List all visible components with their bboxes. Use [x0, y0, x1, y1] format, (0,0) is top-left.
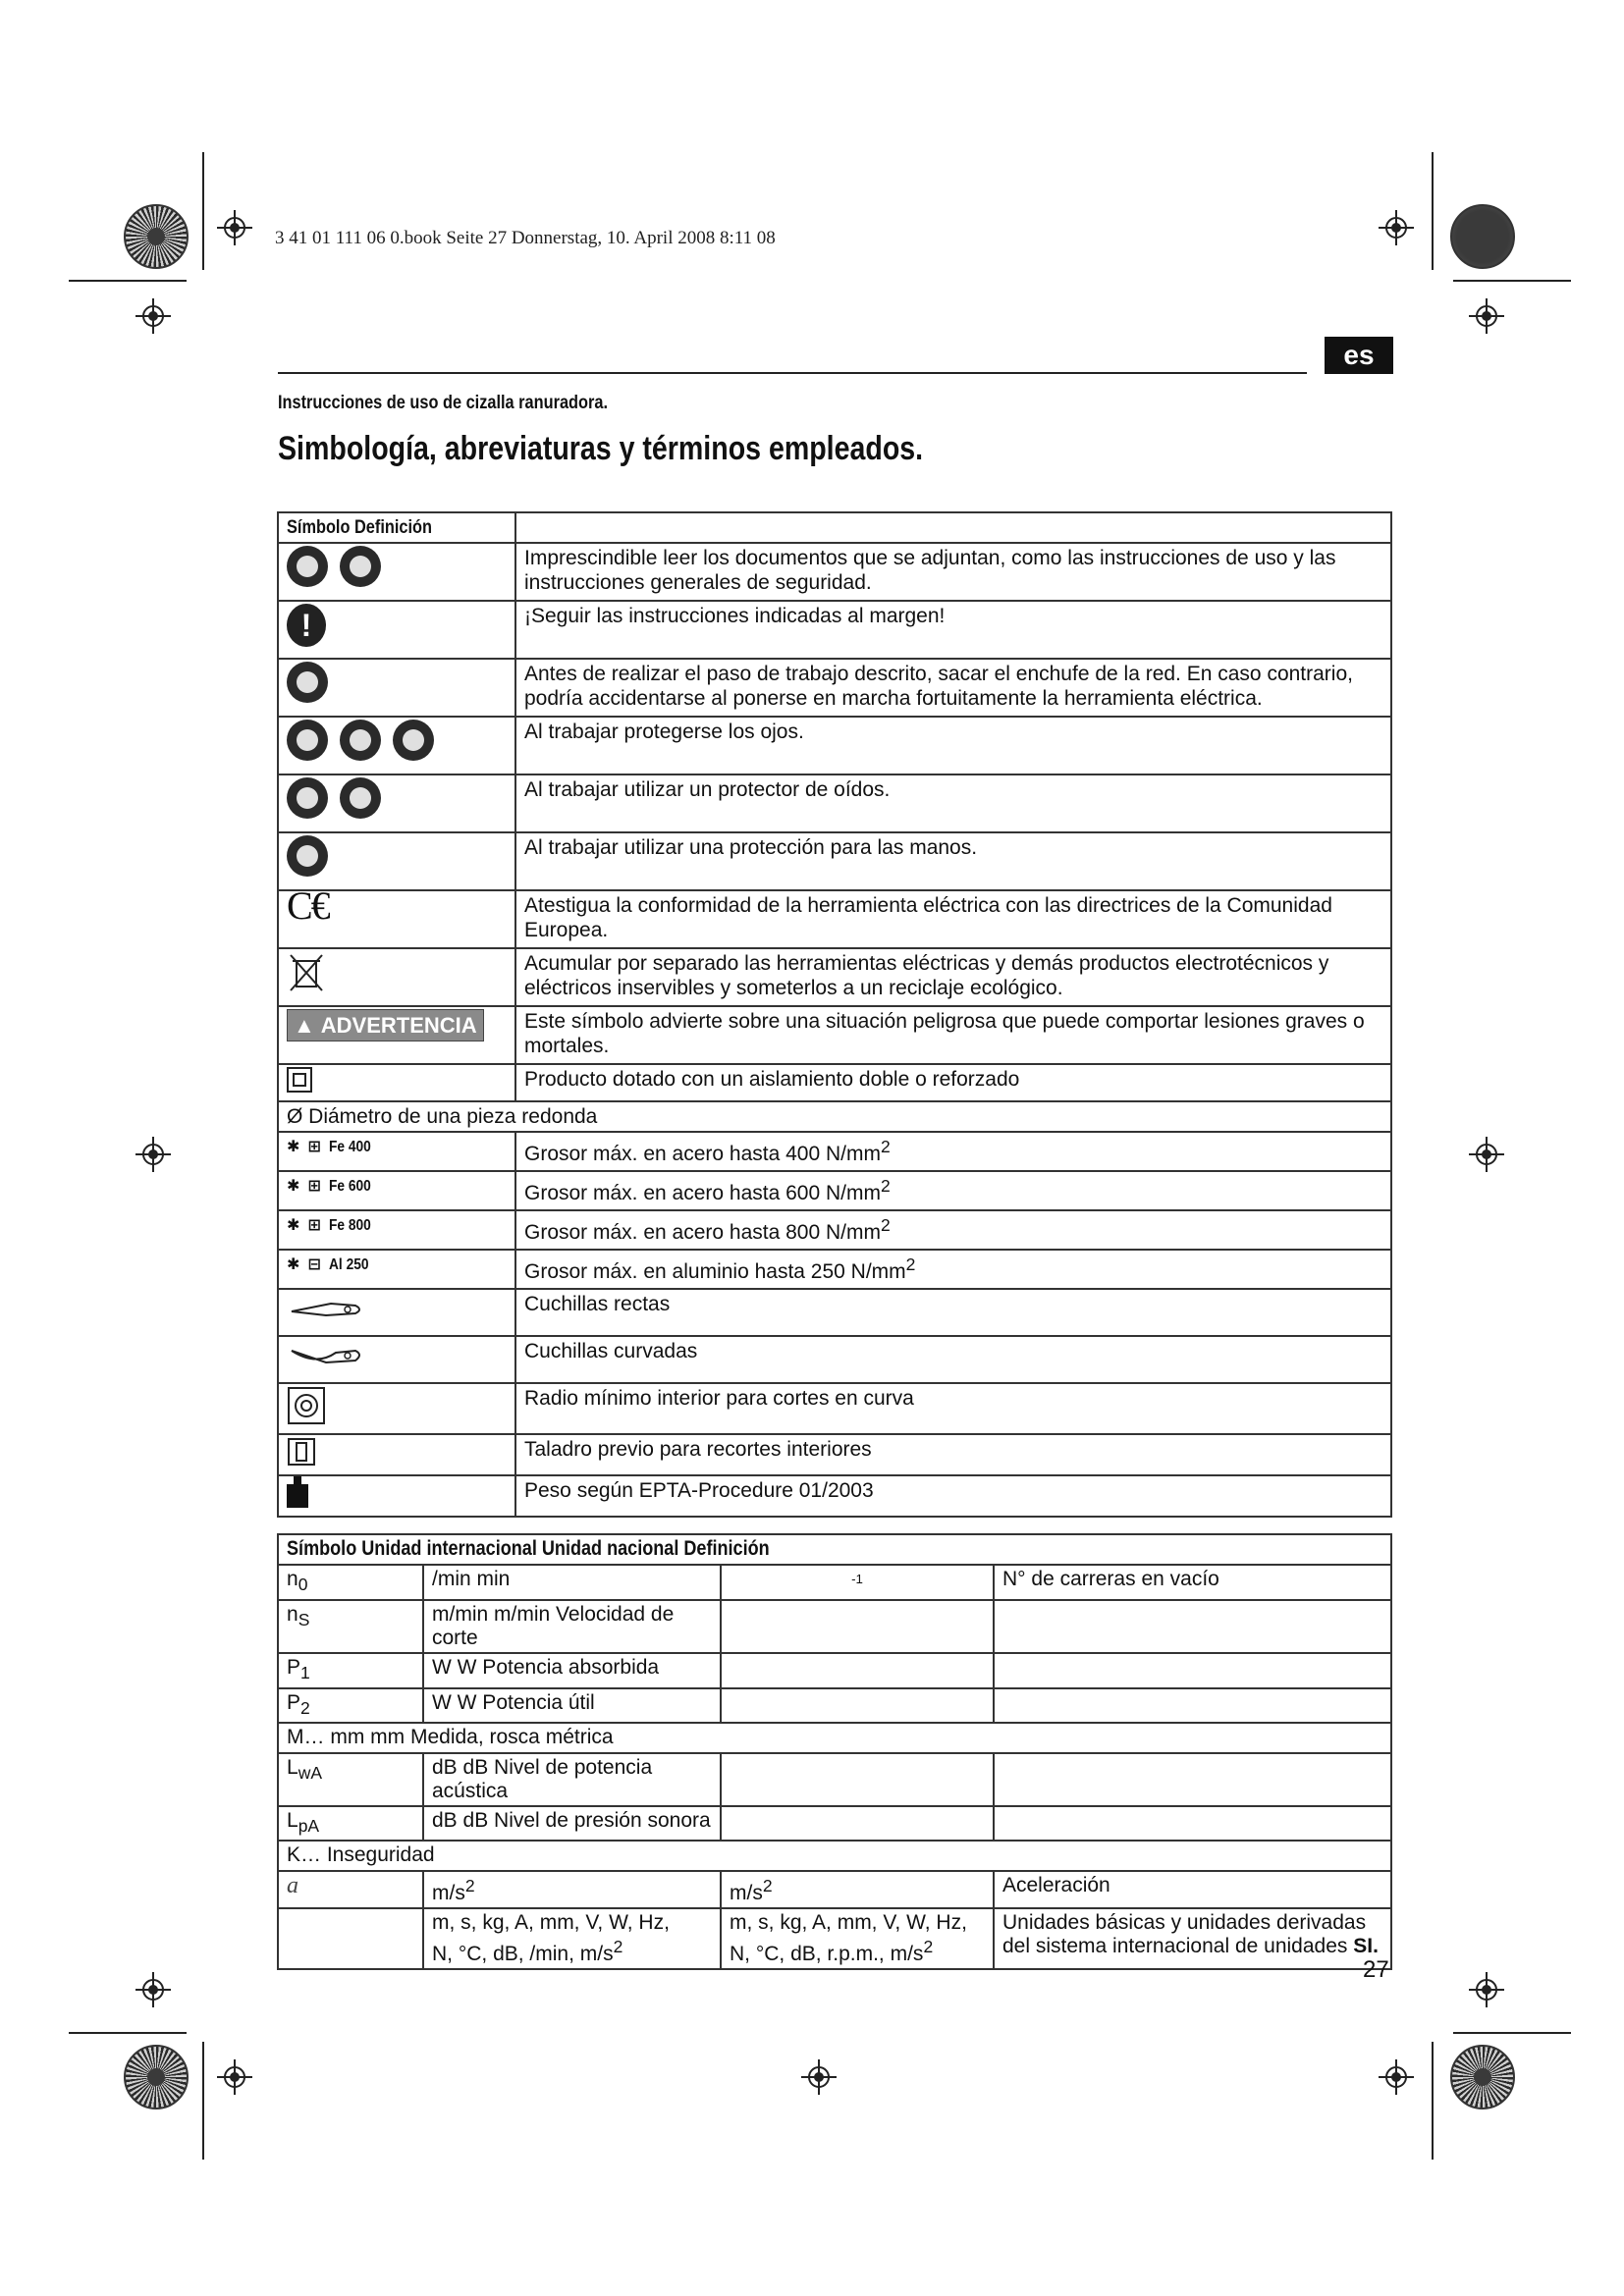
table-cell: $n_S$ — [278, 1600, 423, 1653]
ear-protection-icon — [287, 777, 328, 819]
pre-drill-icon — [287, 1437, 316, 1467]
language-badge: es — [1325, 337, 1393, 374]
registration-rosette-top-right — [1450, 204, 1515, 269]
earmuffs-icon — [340, 777, 381, 819]
warning-triangle-icon: ▲ — [294, 1013, 315, 1038]
book-icon — [340, 546, 381, 587]
table-row: Grosor máx. en acero hasta 400 $N/mm^2$ — [515, 1132, 1391, 1171]
crop-mark — [1453, 2032, 1571, 2034]
crop-mark — [69, 2032, 187, 2034]
steel-icon: ⊞ — [307, 1217, 321, 1234]
table-row: Al trabajar protegerse los ojos. — [515, 717, 1391, 774]
table-cell: $P_1$ — [278, 1653, 423, 1687]
table-cell: W W Potencia útil — [423, 1688, 721, 1723]
exclamation-icon: ! — [287, 604, 326, 647]
crosshair-icon — [217, 210, 252, 245]
table-cell: $m/s^2$ — [423, 1871, 721, 1908]
thickness-icon: ✱ — [287, 1178, 300, 1195]
table-cell: m, s, kg, A, mm, V, W, Hz, N, °C, dB, /min, $m/s^2$ — [423, 1908, 721, 1969]
crosshair-icon — [1469, 1137, 1504, 1172]
table-row: Al trabajar utilizar un protector de oídos. — [515, 774, 1391, 832]
crosshair-icon — [135, 298, 171, 334]
thickness-icon: ✱ — [287, 1139, 300, 1155]
table-header: Símbolo Definición — [278, 512, 515, 543]
table-row: Este símbolo advierte sobre una situación peligrosa que puede comportar lesiones graves o mortales. — [515, 1006, 1391, 1064]
page-number: 27 — [1363, 1956, 1389, 1983]
curve-radius-icon — [287, 1386, 326, 1425]
table-cell: N° de carreras en vacío — [994, 1565, 1391, 1600]
table-cell: m, s, kg, A, mm, V, W, Hz, N, °C, dB, r.p.m., $m/s^2$ — [721, 1908, 994, 1969]
registration-rosette-top-left — [124, 204, 189, 269]
table-row: ¡Seguir las instrucciones indicadas al margen! — [515, 601, 1391, 659]
units-table — [277, 1533, 1392, 1970]
table-cell: dB dB Nivel de potencia acústica — [423, 1753, 721, 1806]
table-cell: Unidades básicas y unidades derivadas del sistema internacional de unidades SI. — [994, 1908, 1391, 1969]
crop-mark — [1453, 280, 1571, 282]
crop-mark — [69, 280, 187, 282]
table-row: Radio mínimo interior para cortes en curva — [515, 1383, 1391, 1434]
crosshair-icon — [1469, 298, 1504, 334]
page-title: Simbología, abreviaturas y términos empleados. — [278, 430, 924, 467]
table-row: Peso según EPTA-Procedure 01/2003 — [515, 1475, 1391, 1517]
read-manual-icon — [287, 546, 328, 587]
table-row: Imprescindible leer los documentos que se adjuntan, como las instrucciones de uso y las instrucciones generales de seguridad. — [515, 543, 1391, 601]
crop-mark — [1432, 152, 1434, 270]
table-cell: dB dB Nivel de presión sonora — [423, 1806, 721, 1841]
table-cell: M… mm mm Medida, rosca métrica — [278, 1723, 1391, 1753]
straight-blade-icon — [287, 1292, 365, 1321]
unplug-icon — [287, 662, 328, 703]
aluminium-icon: ⊟ — [307, 1256, 321, 1273]
table-cell: Aceleración — [994, 1871, 1391, 1908]
goggles-icon — [393, 720, 434, 761]
table-row: Acumular por separado las herramientas eléctricas y demás productos electrotécnicos y eléctricos inservibles y someterlos a un reciclaje ecológico. — [515, 948, 1391, 1006]
table-row: Ø Diámetro de una pieza redonda — [278, 1101, 1391, 1132]
table-row: Cuchillas rectas — [515, 1289, 1391, 1336]
table-header: Símbolo Unidad internacional Unidad nacional Definición — [278, 1534, 1391, 1565]
thickness-icon: ✱ — [287, 1256, 300, 1273]
steel-icon: ⊞ — [307, 1178, 321, 1195]
curved-blade-icon — [287, 1339, 365, 1368]
crosshair-icon — [1379, 210, 1414, 245]
table-cell: $L_{pA}$ — [278, 1806, 423, 1841]
table-row: Grosor máx. en acero hasta 800 $N/mm^2$ — [515, 1210, 1391, 1250]
crosshair-icon — [135, 1972, 171, 2007]
table-row: Antes de realizar el paso de trabajo descrito, sacar el enchufe de la red. En caso contrario, podría accidentarse al ponerse en marcha fortuitamente la herramienta eléctrica. — [515, 659, 1391, 717]
table-cell: K… Inseguridad — [278, 1841, 1391, 1871]
steel-icon: ⊞ — [307, 1139, 321, 1155]
crosshair-icon — [1469, 1972, 1504, 2007]
table-row: Producto dotado con un aislamiento doble o reforzado — [515, 1064, 1391, 1101]
crosshair-icon — [135, 1137, 171, 1172]
document-subtitle: Instrucciones de uso de cizalla ranuradora. — [278, 393, 608, 413]
glove-icon — [287, 835, 328, 877]
registration-rosette-bottom-right — [1450, 2045, 1515, 2109]
book-info: 3 41 01 111 06 0.book Seite 27 Donnerstag, 10. April 2008 8:11 08 — [275, 228, 776, 248]
table-cell: m/min m/min Velocidad de corte — [423, 1600, 721, 1653]
table-row: Taladro previo para recortes interiores — [515, 1434, 1391, 1475]
header-rule — [278, 372, 1307, 374]
table-cell: W W Potencia absorbida — [423, 1653, 721, 1687]
symbols-table: Símbolo Definición Imprescindible leer los documentos que se adjuntan, como las instrucciones de uso y las instrucciones generales de seguridad. ! ¡Seguir las instrucciones indicadas al margen! Antes de realizar el paso de trabajo descrito, sacar el enchufe de la red. En caso contrario, podría accidentarse al ponerse en marcha fortuitamente la herramienta eléctrica. Al trabajar protegerse los ojos. Al trabajar utilizar un protector de oídos. Al trabajar utilizar una protección para las manos. C€ Atestigua la conformidad de la herramienta eléctrica con las directrices de la Comunidad Europea. Acumular por separado las herramientas eléctricas y demás productos electrotécnicos y eléctricos inservibles y someterlos a un reciclaje ecológico. ▲ ADVERTENCIA Este símbolo advierte sobre una situación peligrosa que puede comportar lesiones graves o mortales. Producto dotado con un aislamiento doble o reforzado Ø Diámetro de una pieza redonda ✱ ⊞ Fe 400 Grosor máx. en acero hasta 400 $N/mm^2$ ✱ ⊞ Fe 600 Grosor máx. en acero hasta 600 $N/mm^2$ ✱ ⊞ Fe 800 Grosor máx. en acero hasta 800 $N/mm^2$ ✱ ⊟ Al 250 Grosor máx. en aluminio hasta 250 $N/mm^2$ Cuchillas rectas Cuchillas curvadas Radio mínimo interior para cortes en curva Taladro previo para recortes interiores Peso según EPTA-Procedure 01/2003 — [277, 511, 1392, 1518]
ce-mark-icon: C€ — [287, 883, 329, 928]
face-shield-icon — [340, 720, 381, 761]
table-row: Cuchillas curvadas — [515, 1336, 1391, 1383]
crop-mark — [202, 152, 204, 270]
table-cell: $P_2$ — [278, 1688, 423, 1723]
crossed-bin-icon — [287, 951, 326, 994]
table-row: Grosor máx. en acero hasta 600 $N/mm^2$ — [515, 1171, 1391, 1210]
warning-badge: ▲ ADVERTENCIA — [287, 1009, 484, 1041]
table-cell: /min min — [423, 1565, 721, 1600]
thickness-icon: ✱ — [287, 1217, 300, 1234]
table-cell: $L_{wA}$ — [278, 1753, 423, 1806]
weight-icon — [287, 1484, 308, 1508]
double-insulation-icon — [287, 1067, 312, 1093]
table-cell: $m/s^2$ — [721, 1871, 994, 1908]
crop-mark — [1432, 2042, 1434, 2160]
table-cell: $n_0$ — [278, 1565, 423, 1600]
crosshair-icon — [1379, 2059, 1414, 2095]
crosshair-icon — [217, 2059, 252, 2095]
table-row: Grosor máx. en aluminio hasta 250 $N/mm^2$ — [515, 1250, 1391, 1289]
table-row: Al trabajar utilizar una protección para las manos. — [515, 832, 1391, 890]
table-cell: a — [278, 1871, 423, 1908]
crosshair-icon — [801, 2059, 837, 2095]
table-row: Atestigua la conformidad de la herramienta eléctrica con las directrices de la Comunidad Europea. — [515, 890, 1391, 948]
registration-rosette-bottom-left — [124, 2045, 189, 2109]
eye-protection-icon — [287, 720, 328, 761]
crop-mark — [202, 2042, 204, 2160]
table-cell: -1 — [721, 1565, 994, 1600]
